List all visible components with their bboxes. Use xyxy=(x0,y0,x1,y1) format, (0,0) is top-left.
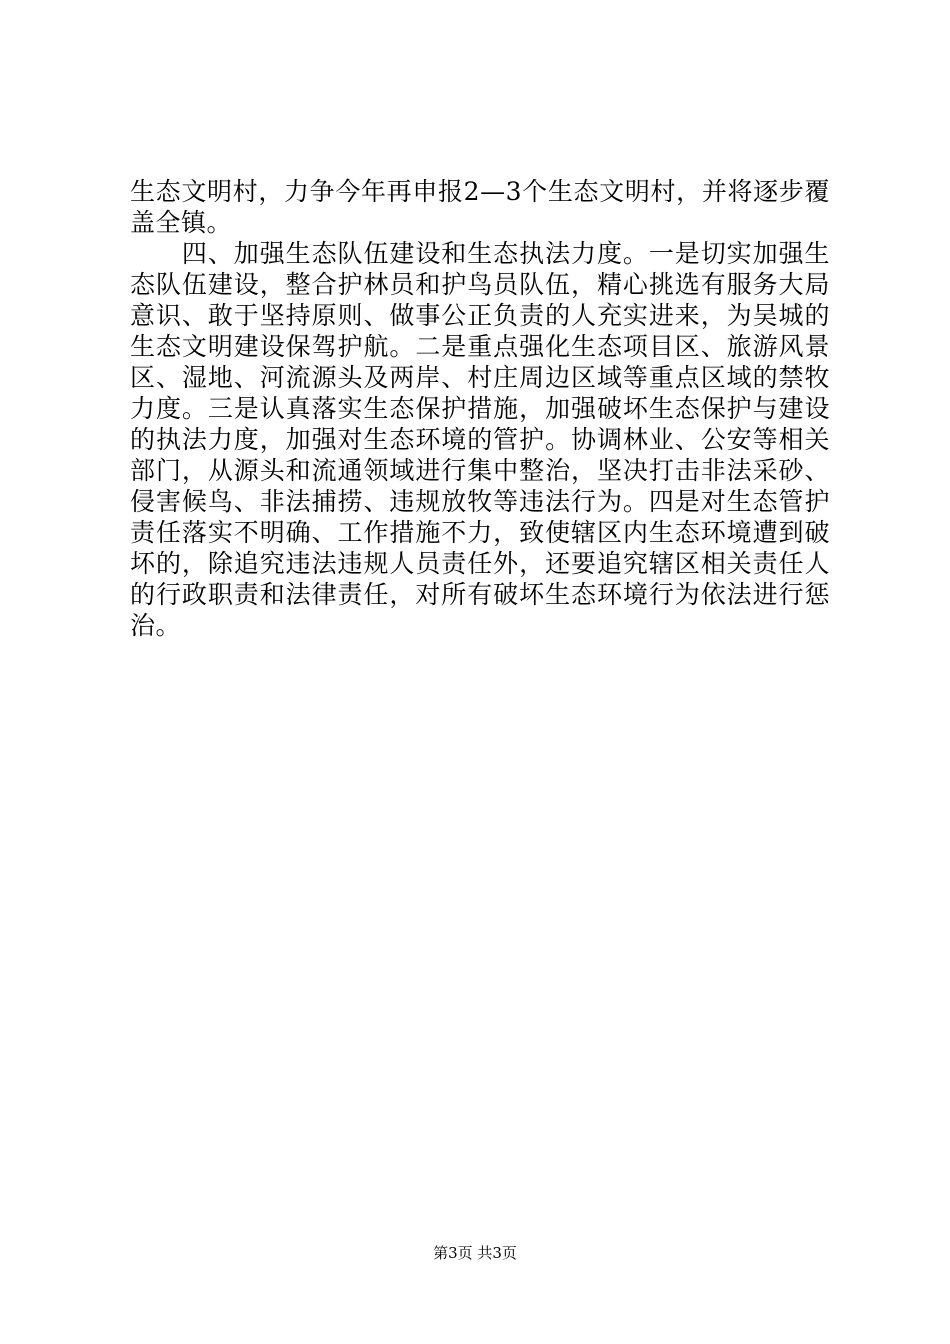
text-line: 态队伍建设，整合护林员和护鸟员队伍，精心挑选有服务大局 xyxy=(130,270,830,299)
text-line: 部门，从源头和流通领域进行集中整治，坚决打击非法采砂、 xyxy=(130,456,830,485)
text-line: 责任落实不明确、工作措施不力，致使辖区内生态环境遭到破 xyxy=(130,518,830,547)
text-line: 的行政职责和法律责任，对所有破坏生态环境行为依法进行惩 xyxy=(130,580,830,609)
page-number-footer: 第3页 共3页 xyxy=(433,1244,517,1262)
text-line: 意识、敢于坚持原则、做事公正负责的人充实进来，为吴城的 xyxy=(130,301,830,330)
text-line: 力度。三是认真落实生态保护措施，加强破坏生态保护与建设 xyxy=(130,394,830,423)
text-line: 四、加强生态队伍建设和生态执法力度。一是切实加强生 xyxy=(130,239,830,268)
text-line: 坏的，除追究违法违规人员责任外，还要追究辖区相关责任人 xyxy=(130,549,830,578)
text-line: 区、湿地、河流源头及两岸、村庄周边区域等重点区域的禁牧 xyxy=(130,363,830,392)
text-line: 侵害候鸟、非法捕捞、违规放牧等违法行为。四是对生态管护 xyxy=(130,487,830,516)
text-line: 治。 xyxy=(130,611,182,640)
text-line: 生态文明村，力争今年再申报2—3个生态文明村，并将逐步覆 xyxy=(130,177,830,206)
document-body xyxy=(130,176,830,641)
text-line: 盖全镇。 xyxy=(130,208,233,237)
text-line: 的执法力度，加强对生态环境的管护。协调林业、公安等相关 xyxy=(130,425,830,454)
text-line: 生态文明建设保驾护航。二是重点强化生态项目区、旅游风景 xyxy=(130,332,830,361)
